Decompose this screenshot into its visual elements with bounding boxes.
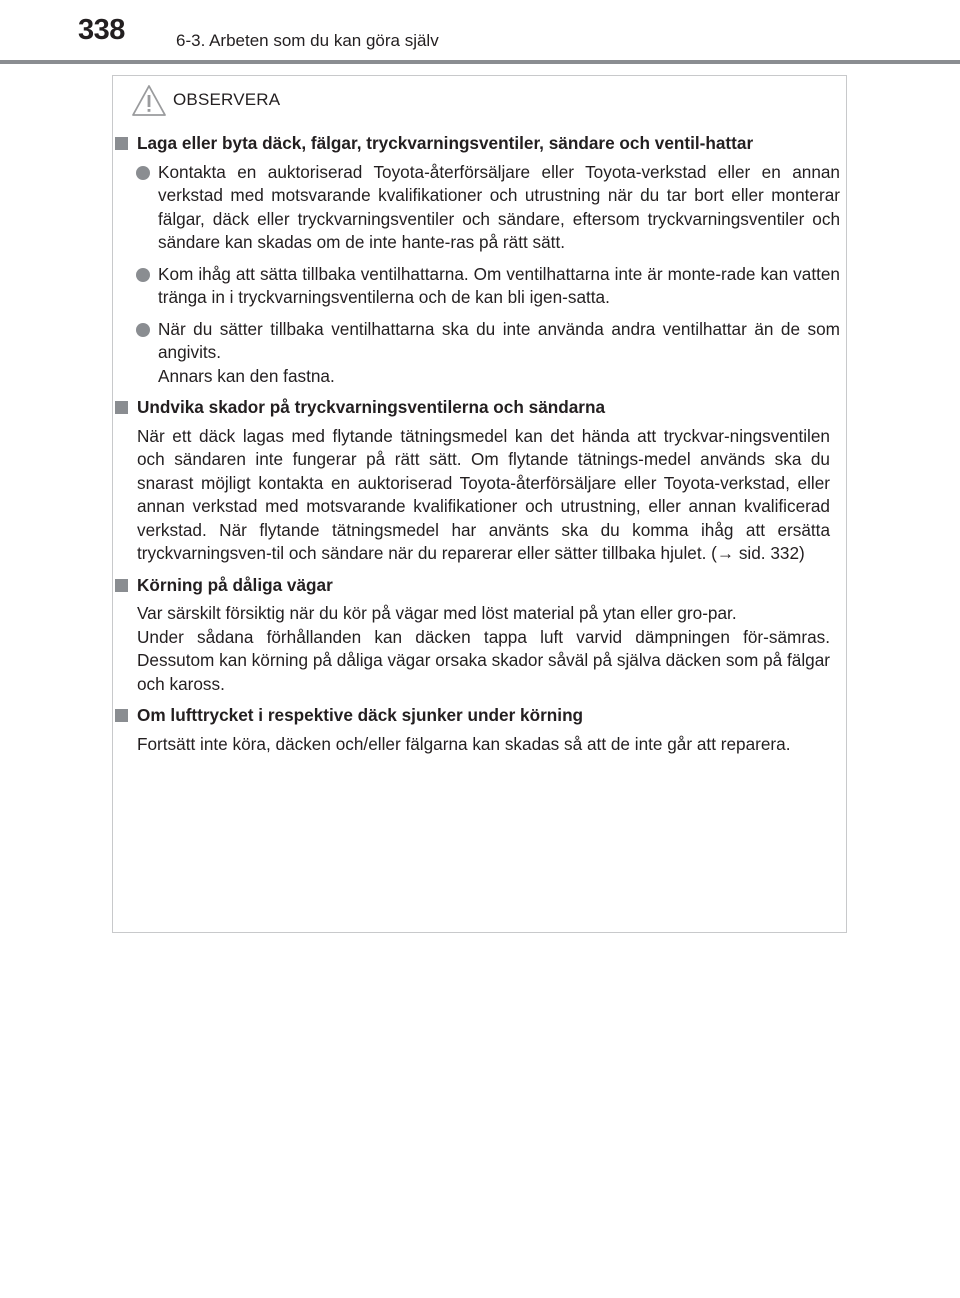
- square-bullet-icon: [115, 709, 128, 722]
- bullet-item: [113, 161, 848, 255]
- section-heading-text: Om lufttrycket i respektive däck sjunker under körning: [137, 705, 584, 725]
- page-header: [0, 0, 960, 62]
- section-heading-text: Körning på dåliga vägar: [137, 574, 333, 595]
- bullet-text: Kontakta en auktoriserad Toyota-återförsäljare eller Toyota-verkstad eller en annan verkstad med motsvarande kvalifikationer och utrustning när du tar bort eller monterar fälgar, däck eller tryckvarningsventiler och sändare, eftersom tryckvarningsventiler och sändare kan skadas om de inte hante-ras på rätt sätt.: [158, 161, 840, 252]
- bullet-text: När du sätter tillbaka ventilhattarna ska du inte använda andra ventilhattar än de som angivits. Annars kan den fastna.: [158, 318, 840, 386]
- notice-header: [131, 82, 280, 118]
- section-paragraph: Var särskilt försiktig när du kör på vägar med löst material på ytan eller gro-par. Under sådana förhållanden kan däcken tappa luft varvid dämpningen för-sämras. Dessutom kan körning på dåliga vägar orsaka skador såväl på själva däcken som på fälgar och kaross.: [137, 603, 830, 694]
- bullet-item: [113, 263, 848, 310]
- section-paragraph: När ett däck lagas med flytande tätningsmedel kan det hända att tryckvar-ningsventilen och sändaren inte fungerar på rätt sätt. Om flytande tätnings-medel används ska du snarast möjligt kontakta en auktoriserad Toyota-återförsäljare eller Toyota-verkstad, eller annan verkstad med motsvarande kvalifikationer och utrustning, eller annan kvalificerad verkstad. När flytande tätningsmedel har använts ska du komma ihåg att ersätta tryckvarningsven-til och sändare när du reparerar eller sätter tillbaka hjulet. (→ sid. 332): [137, 425, 830, 563]
- section-heading-text: Laga eller byta däck, fälgar, tryckvarningsventiler, sändare och ventil-hattar: [137, 133, 754, 153]
- notice-body: [113, 132, 848, 764]
- circle-bullet-icon: [136, 166, 150, 180]
- bullet-item: [113, 318, 848, 389]
- circle-bullet-icon: [136, 268, 150, 282]
- page-number: 338: [78, 14, 125, 46]
- section-heading: [113, 396, 848, 420]
- section-heading-text: Undvika skador på tryckvarningsventilerna och sändarna: [137, 397, 606, 417]
- circle-bullet-icon: [136, 323, 150, 337]
- notice-box: [112, 75, 847, 933]
- warning-triangle-icon: [131, 84, 167, 117]
- section-title: 6-3. Arbeten som du kan göra själv: [176, 31, 439, 50]
- bullet-text: Kom ihåg att sätta tillbaka ventilhattarna. Om ventilhattarna inte är monte-rade kan vatten tränga in i tryckvarningsventilerna och de kan bli igen-satta.: [158, 263, 840, 307]
- square-bullet-icon: [115, 579, 128, 592]
- section-heading: [113, 132, 848, 156]
- notice-title: OBSERVERA: [173, 90, 281, 109]
- section-heading: [113, 704, 848, 728]
- square-bullet-icon: [115, 137, 128, 150]
- section-paragraph: Fortsätt inte köra, däcken och/eller fälgarna kan skadas så att de inte går att reparera.: [137, 733, 791, 754]
- square-bullet-icon: [115, 401, 128, 414]
- header-divider: [0, 60, 960, 64]
- section-heading: [113, 574, 848, 598]
